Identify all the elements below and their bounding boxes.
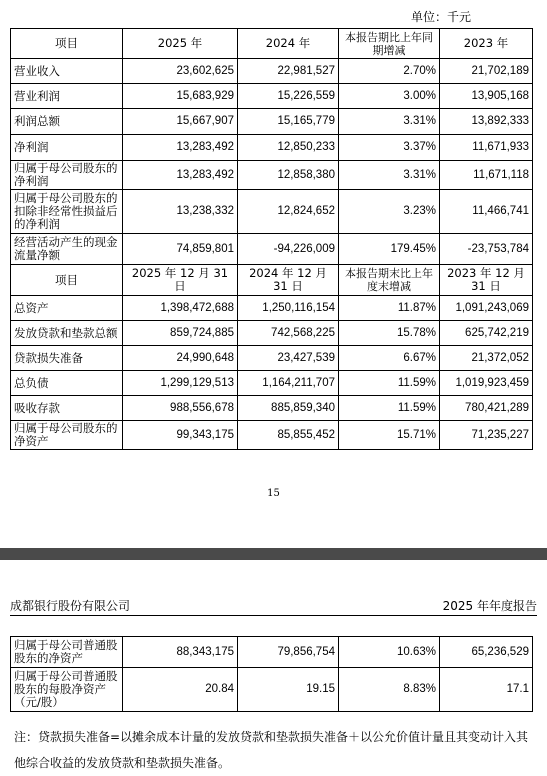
unit-label: 单位：千元 [410, 10, 471, 24]
row-label: 营业利润 [11, 84, 123, 109]
table-row [11, 59, 533, 84]
value-cell: 23,427,539 [238, 346, 339, 371]
column-header: 2024 年 [238, 29, 339, 59]
value-cell: 21,702,189 [440, 59, 533, 84]
value-cell: 15,683,929 [123, 84, 238, 109]
column-header: 本报告期末比上年度末增减 [339, 265, 440, 296]
value-cell: 3.31% [339, 161, 440, 190]
key-financial-table [10, 28, 533, 450]
value-cell: 13,283,492 [123, 161, 238, 190]
value-cell: 885,859,340 [238, 396, 339, 421]
value-cell: 15.71% [339, 421, 440, 450]
value-cell: 79,856,754 [238, 637, 339, 668]
table-row [11, 84, 533, 109]
table-header-row [11, 265, 533, 296]
value-cell: 2.70% [339, 59, 440, 84]
column-header: 2025 年 12 月 31 日 [123, 265, 238, 296]
value-cell: 11,671,933 [440, 135, 533, 161]
footnote: 注：贷款损失准备=以摊余成本计量的发放贷款和垫款损失准备＋以公允价值计量且其变动计入其他综合收益的发放贷款和垫款损失准备。 [14, 730, 529, 770]
value-cell: 742,568,225 [238, 321, 339, 346]
table-row [11, 346, 533, 371]
page-number: 15 [267, 488, 280, 499]
value-cell: 1,164,211,707 [238, 371, 339, 396]
header-rule [10, 615, 537, 616]
report-title: 2025 年年度报告 [442, 599, 537, 613]
row-label: 归属于母公司普通股股东的净资产 [11, 637, 123, 668]
row-label: 发放贷款和垫款总额 [11, 321, 123, 346]
row-label: 吸收存款 [11, 396, 123, 421]
table-row [11, 296, 533, 321]
column-header: 项目 [11, 265, 123, 296]
row-label: 贷款损失准备 [11, 346, 123, 371]
value-cell: 179.45% [339, 234, 440, 265]
value-cell: 20.84 [123, 668, 238, 712]
value-cell: 24,990,648 [123, 346, 238, 371]
row-label: 归属于母公司普通股股东的每股净资产（元/股） [11, 668, 123, 712]
table-row [11, 321, 533, 346]
value-cell: 74,859,801 [123, 234, 238, 265]
value-cell: 988,556,678 [123, 396, 238, 421]
table-row [11, 190, 533, 234]
page-break [0, 548, 547, 560]
value-cell: 88,343,175 [123, 637, 238, 668]
value-cell: 1,299,129,513 [123, 371, 238, 396]
value-cell: 1,398,472,688 [123, 296, 238, 321]
continued-table [10, 636, 533, 712]
value-cell: 3.00% [339, 84, 440, 109]
value-cell: 15,165,779 [238, 109, 339, 135]
value-cell: 12,824,652 [238, 190, 339, 234]
value-cell: 21,372,052 [440, 346, 533, 371]
value-cell: 3.23% [339, 190, 440, 234]
row-label: 归属于母公司股东的扣除非经常性损益后的净利润 [11, 190, 123, 234]
row-label: 总负债 [11, 371, 123, 396]
value-cell: 17.1 [440, 668, 533, 712]
value-cell: 1,091,243,069 [440, 296, 533, 321]
value-cell: 85,855,452 [238, 421, 339, 450]
value-cell: -23,753,784 [440, 234, 533, 265]
value-cell: 23,602,625 [123, 59, 238, 84]
value-cell: 11.59% [339, 371, 440, 396]
value-cell: 11.59% [339, 396, 440, 421]
value-cell: 19.15 [238, 668, 339, 712]
column-header: 项目 [11, 29, 123, 59]
value-cell: 1,019,923,459 [440, 371, 533, 396]
column-header: 2024 年 12 月 31 日 [238, 265, 339, 296]
table-row [11, 637, 533, 668]
table-row [11, 234, 533, 265]
column-header: 2025 年 [123, 29, 238, 59]
row-label: 净利润 [11, 135, 123, 161]
value-cell: 71,235,227 [440, 421, 533, 450]
table-row [11, 668, 533, 712]
company-name: 成都银行股份有限公司 [10, 599, 131, 613]
value-cell: 3.31% [339, 109, 440, 135]
value-cell: 13,283,492 [123, 135, 238, 161]
value-cell: 1,250,116,154 [238, 296, 339, 321]
value-cell: 15,226,559 [238, 84, 339, 109]
table-header-row [11, 29, 533, 59]
value-cell: 13,238,332 [123, 190, 238, 234]
row-label: 营业收入 [11, 59, 123, 84]
value-cell: -94,226,009 [238, 234, 339, 265]
value-cell: 22,981,527 [238, 59, 339, 84]
column-header: 本报告期比上年同期增减 [339, 29, 440, 59]
table-row [11, 421, 533, 450]
value-cell: 15,667,907 [123, 109, 238, 135]
value-cell: 8.83% [339, 668, 440, 712]
value-cell: 859,724,885 [123, 321, 238, 346]
value-cell: 10.63% [339, 637, 440, 668]
table-row [11, 109, 533, 135]
row-label: 利润总额 [11, 109, 123, 135]
table-row [11, 371, 533, 396]
value-cell: 11,466,741 [440, 190, 533, 234]
row-label: 归属于母公司股东的净利润 [11, 161, 123, 190]
value-cell: 780,421,289 [440, 396, 533, 421]
row-label: 归属于母公司股东的净资产 [11, 421, 123, 450]
value-cell: 6.67% [339, 346, 440, 371]
table-row [11, 135, 533, 161]
row-label: 经营活动产生的现金流量净额 [11, 234, 123, 265]
value-cell: 13,905,168 [440, 84, 533, 109]
value-cell: 12,850,233 [238, 135, 339, 161]
table-row [11, 161, 533, 190]
value-cell: 12,858,380 [238, 161, 339, 190]
value-cell: 13,892,333 [440, 109, 533, 135]
value-cell: 11.87% [339, 296, 440, 321]
row-label: 总资产 [11, 296, 123, 321]
column-header: 2023 年 12 月 31 日 [440, 265, 533, 296]
value-cell: 99,343,175 [123, 421, 238, 450]
value-cell: 3.37% [339, 135, 440, 161]
table-row [11, 396, 533, 421]
value-cell: 625,742,219 [440, 321, 533, 346]
column-header: 2023 年 [440, 29, 533, 59]
value-cell: 15.78% [339, 321, 440, 346]
value-cell: 11,671,118 [440, 161, 533, 190]
value-cell: 65,236,529 [440, 637, 533, 668]
